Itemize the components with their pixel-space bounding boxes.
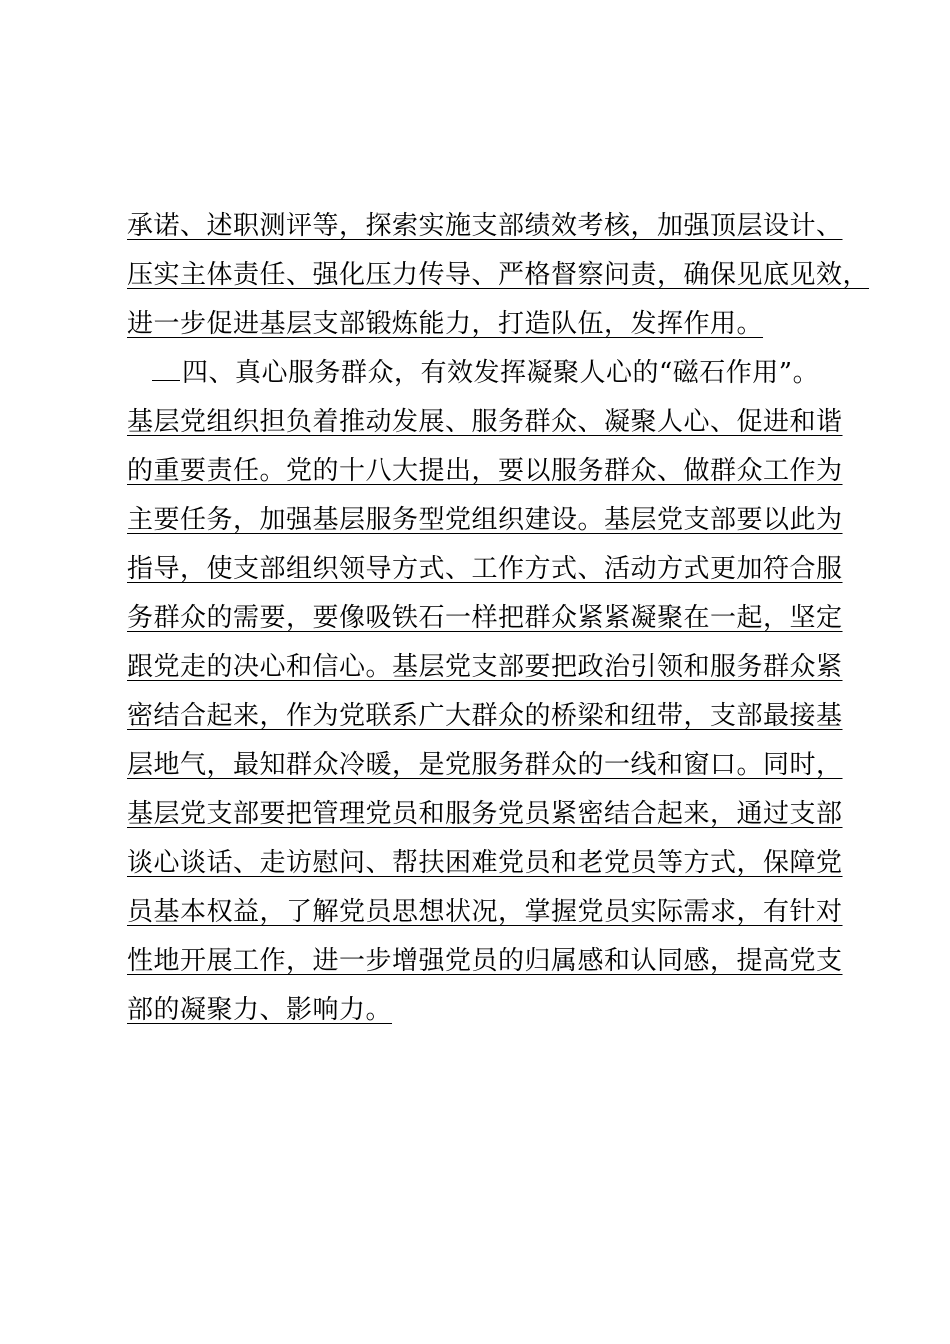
indent-underline (152, 358, 180, 381)
paragraph-2-line-12: 性地开展工作，进一步增强党员的归属感和认同感，提高党支 (127, 946, 843, 976)
paragraph-2-line-11: 员基本权益，了解党员思想状况，掌握党员实际需求，有针对 (127, 897, 843, 927)
paragraph-2-line-13: 部的凝聚力、影响力。 (127, 995, 393, 1025)
paragraph-2-line-2: 的重要责任。党的十八大提出，要以服务群众、做群众工作为 (127, 456, 843, 486)
paragraph-2-line-5: 务群众的需要，要像吸铁石一样把群众紧紧凝聚在一起，坚定 (127, 603, 843, 633)
paragraph-2-line-7: 密结合起来，作为党联系广大群众的桥梁和纽带，支部最接基 (127, 701, 843, 731)
paragraph-2-line-3: 主要任务，加强基层服务型党组织建设。基层党支部要以此为 (127, 505, 843, 535)
paragraph-2-line-1: 基层党组织担负着推动发展、服务群众、凝聚人心、促进和谐 (127, 407, 843, 437)
paragraph-2-line-6: 跟党走的决心和信心。基层党支部要把政治引领和服务群众紧 (127, 652, 843, 682)
paragraph-1-line-1: 承诺、述职测评等，探索实施支部绩效考核，加强顶层设计、 (127, 211, 843, 241)
paragraph-2-line-8: 层地气，最知群众冷暖，是党服务群众的一线和窗口。同时， (127, 750, 843, 780)
section-heading (152, 356, 819, 390)
paragraph-2-line-10: 谈心谈话、走访慰问、帮扶困难党员和老党员等方式，保障党 (127, 848, 843, 878)
paragraph-1-line-2: 压实主体责任、强化压力传导、严格督察问责，确保见底见效， (127, 260, 870, 290)
paragraph-2-line-9: 基层党支部要把管理党员和服务党员紧密结合起来，通过支部 (127, 799, 843, 829)
paragraph-1-line-3: 进一步促进基层支部锻炼能力，打造队伍，发挥作用。 (127, 309, 764, 339)
paragraph-2-line-4: 指导，使支部组织领导方式、工作方式、活动方式更加符合服 (127, 554, 843, 584)
section-heading-text: 四、真心服务群众，有效发挥凝聚人心的“磁石作用”。 (182, 358, 820, 388)
